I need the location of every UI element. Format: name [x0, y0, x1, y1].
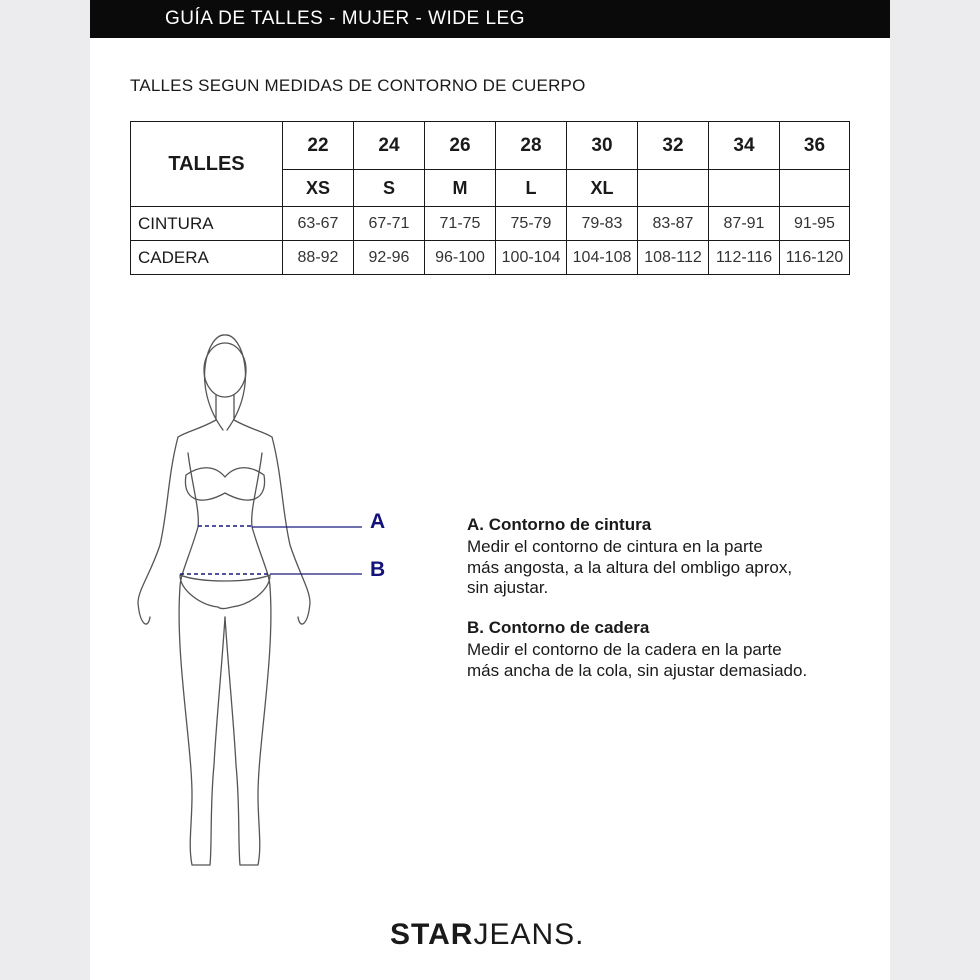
size-header: 30 [567, 122, 638, 170]
talles-header: TALLES [131, 122, 283, 207]
table-subtitle: TALLES SEGUN MEDIDAS DE CONTORNO DE CUERPO [130, 76, 586, 95]
table-cell: 104-108 [567, 241, 638, 275]
size-letter: S [354, 170, 425, 207]
size-header: 22 [283, 122, 354, 170]
size-header: 36 [780, 122, 850, 170]
right-shoulder [234, 395, 272, 437]
table-cell: 100-104 [496, 241, 567, 275]
table-cell: 63-67 [283, 207, 354, 241]
table-cell: 108-112 [638, 241, 709, 275]
size-header: 24 [354, 122, 425, 170]
marker-b: B [370, 558, 386, 581]
size-letter: XL [567, 170, 638, 207]
brand-bold: STAR [390, 918, 474, 951]
table-cell: 112-116 [709, 241, 780, 275]
size-table [130, 121, 850, 275]
table-cell: 75-79 [496, 207, 567, 241]
size-header: 34 [709, 122, 780, 170]
table-cell: 79-83 [567, 207, 638, 241]
size-letter: M [425, 170, 496, 207]
body-figure [130, 325, 450, 875]
waist-title: A. Contorno de cintura [467, 515, 652, 534]
size-letter [780, 170, 850, 207]
table-cell: 71-75 [425, 207, 496, 241]
left-arm [138, 437, 178, 624]
description-line: más ancha de la cola, sin ajustar demasiado. [467, 660, 808, 680]
table-cell: 83-87 [638, 207, 709, 241]
table-row-cadera [131, 241, 850, 275]
table-cell: 87-91 [709, 207, 780, 241]
size-header: 32 [638, 122, 709, 170]
waist-description [467, 537, 867, 599]
description-line: sin ajustar. [467, 578, 549, 597]
row-label: CINTURA [131, 207, 283, 241]
table-cell: 91-95 [780, 207, 850, 241]
brand-logo [390, 918, 584, 952]
left-leg [179, 587, 225, 865]
table-cell: 96-100 [425, 241, 496, 275]
bust [185, 468, 264, 500]
right-leg [225, 587, 271, 865]
left-shoulder [178, 395, 216, 437]
table-header-row [131, 122, 850, 170]
size-header: 26 [425, 122, 496, 170]
head-outline [204, 343, 246, 397]
header-bar [90, 0, 890, 38]
table-cell: 92-96 [354, 241, 425, 275]
size-letter: XS [283, 170, 354, 207]
size-letter: L [496, 170, 567, 207]
table-cell: 116-120 [780, 241, 850, 275]
description-line: más angosta, a la altura del ombligo aprox, [467, 557, 793, 577]
hip-title: B. Contorno de cadera [467, 618, 650, 637]
hip-description [467, 640, 867, 681]
size-header: 28 [496, 122, 567, 170]
size-letter [709, 170, 780, 207]
hair-outline [205, 335, 246, 430]
description-line: Medir el contorno de cintura en la parte [467, 537, 763, 556]
brand-regular: JEANS. [473, 918, 585, 951]
size-letter [638, 170, 709, 207]
right-arm [272, 437, 310, 624]
table-cell: 67-71 [354, 207, 425, 241]
underwear [180, 575, 270, 609]
table-cell: 88-92 [283, 241, 354, 275]
description-line: Medir el contorno de la cadera en la parte [467, 640, 782, 659]
row-label: CADERA [131, 241, 283, 275]
header-title: GUÍA DE TALLES - MUJER - WIDE LEG [165, 8, 525, 29]
marker-a: A [370, 510, 386, 533]
table-row-cintura [131, 207, 850, 241]
size-guide-page [90, 0, 890, 980]
